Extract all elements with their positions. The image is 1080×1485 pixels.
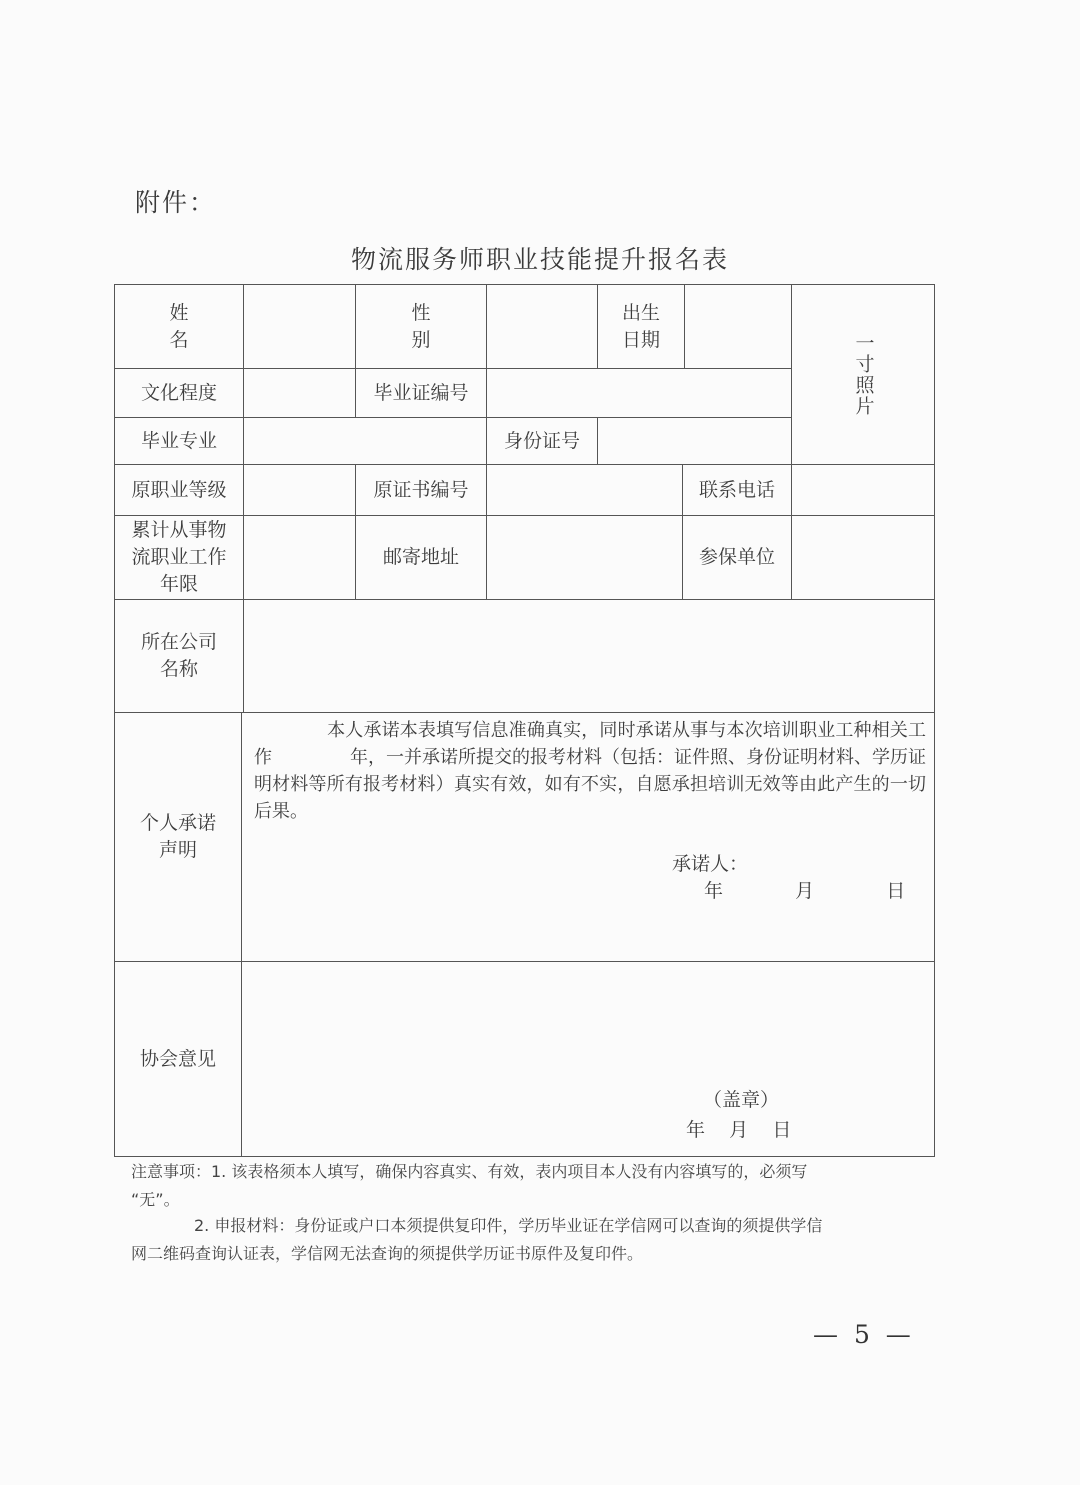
association-label-cell — [114, 961, 242, 1157]
orig-cert-no-label: 原证书编号 — [373, 478, 469, 501]
name-label: 姓 名 — [169, 301, 213, 351]
birth-label-line1: 出生 — [621, 301, 660, 324]
phone-input[interactable] — [791, 464, 935, 516]
birth-label-line2: 日期 — [621, 328, 660, 351]
gender-label: 性 别 — [411, 301, 455, 351]
promise-content-cell — [241, 712, 935, 962]
gender-input[interactable] — [486, 284, 598, 369]
birth-label-cell — [597, 284, 685, 369]
association-content-cell — [241, 961, 935, 1157]
notes-line1: 注意事项：1. 该表格须本人填写，确保内容真实、有效，表内项目本人没有内容填写的，必须写 — [131, 1162, 808, 1181]
page-number: — 5 — — [813, 1320, 915, 1349]
gender-label-cell — [355, 284, 487, 369]
promise-label-cell — [114, 712, 242, 962]
birth-date-input[interactable] — [684, 284, 792, 369]
diploma-no-input[interactable] — [486, 368, 792, 418]
id-no-input[interactable] — [597, 417, 792, 465]
education-label: 文化程度 — [140, 381, 217, 404]
mail-addr-input[interactable] — [486, 515, 683, 600]
promise-text — [254, 717, 926, 825]
phone-label-cell — [682, 464, 792, 516]
insured-unit-label-cell — [682, 515, 792, 600]
orig-level-label: 原职业等级 — [131, 478, 227, 501]
company-label-cell — [114, 599, 244, 713]
annex-label: 附件： — [135, 188, 217, 217]
major-label-cell — [114, 417, 244, 465]
id-no-label: 身份证号 — [503, 429, 580, 452]
education-label-cell — [114, 368, 244, 418]
promise-text-part2: 年，一并承诺所提交的报考材料（包括：证件照、身份证明材料、学历证明材料等所有报考材料）真实有效，如有不实，自愿承担培训无效等由此产生的一切后果。 — [254, 747, 926, 822]
photo-label: 一寸照片 — [852, 332, 875, 417]
name-input[interactable] — [243, 284, 356, 369]
mail-addr-label-cell — [355, 515, 487, 600]
association-date: 年 月 日 — [686, 1119, 792, 1141]
education-input[interactable] — [243, 368, 356, 418]
notes-line3: 2. 申报材料：身份证或户口本须提供复印件，学历毕业证在学信网可以查询的须提供学信 — [194, 1216, 823, 1235]
years-label-cell — [114, 515, 244, 600]
company-label-line2: 名称 — [159, 658, 198, 680]
promisor-label: 承诺人： — [672, 853, 749, 875]
registration-form — [114, 284, 935, 1157]
phone-label: 联系电话 — [698, 478, 775, 501]
years-label-line1: 累计从事物 — [131, 519, 227, 541]
form-title: 物流服务师职业技能提升报名表 — [350, 245, 729, 274]
notes-line4: 网二维码查询认证表，学信网无法查询的须提供学历证书原件及复印件。 — [131, 1244, 644, 1263]
orig-level-label-cell — [114, 464, 244, 516]
notes-line2: “无”。 — [131, 1190, 180, 1209]
promise-label-line2: 声明 — [158, 839, 197, 861]
association-label: 协会意见 — [139, 1047, 216, 1070]
orig-cert-no-label-cell — [355, 464, 487, 516]
insured-unit-label: 参保单位 — [698, 546, 775, 568]
diploma-no-label-cell — [355, 368, 487, 418]
mail-addr-label: 邮寄地址 — [382, 546, 459, 568]
id-no-label-cell — [486, 417, 598, 465]
seal-label: （盖章） — [703, 1089, 780, 1111]
major-input[interactable] — [243, 417, 487, 465]
insured-unit-input[interactable] — [791, 515, 935, 600]
photo-cell[interactable] — [791, 284, 935, 465]
promise-date: 年 月 日 — [704, 880, 906, 902]
promise-label-line1: 个人承诺 — [139, 812, 216, 834]
company-input[interactable] — [243, 599, 935, 713]
years-label-line3: 年限 — [159, 573, 198, 595]
major-label: 毕业专业 — [140, 429, 217, 452]
years-label-line2: 流职业工作 — [131, 546, 227, 568]
promise-text-part1: 本人承诺本表填写信息准确真实，同时承诺从事与本次培训职业工种相关工作 — [254, 720, 926, 768]
orig-cert-no-input[interactable] — [486, 464, 683, 516]
name-label-cell — [114, 284, 244, 369]
diploma-no-label: 毕业证编号 — [373, 381, 469, 404]
years-input[interactable] — [243, 515, 356, 600]
company-label-line1: 所在公司 — [140, 631, 217, 653]
orig-level-input[interactable] — [243, 464, 356, 516]
